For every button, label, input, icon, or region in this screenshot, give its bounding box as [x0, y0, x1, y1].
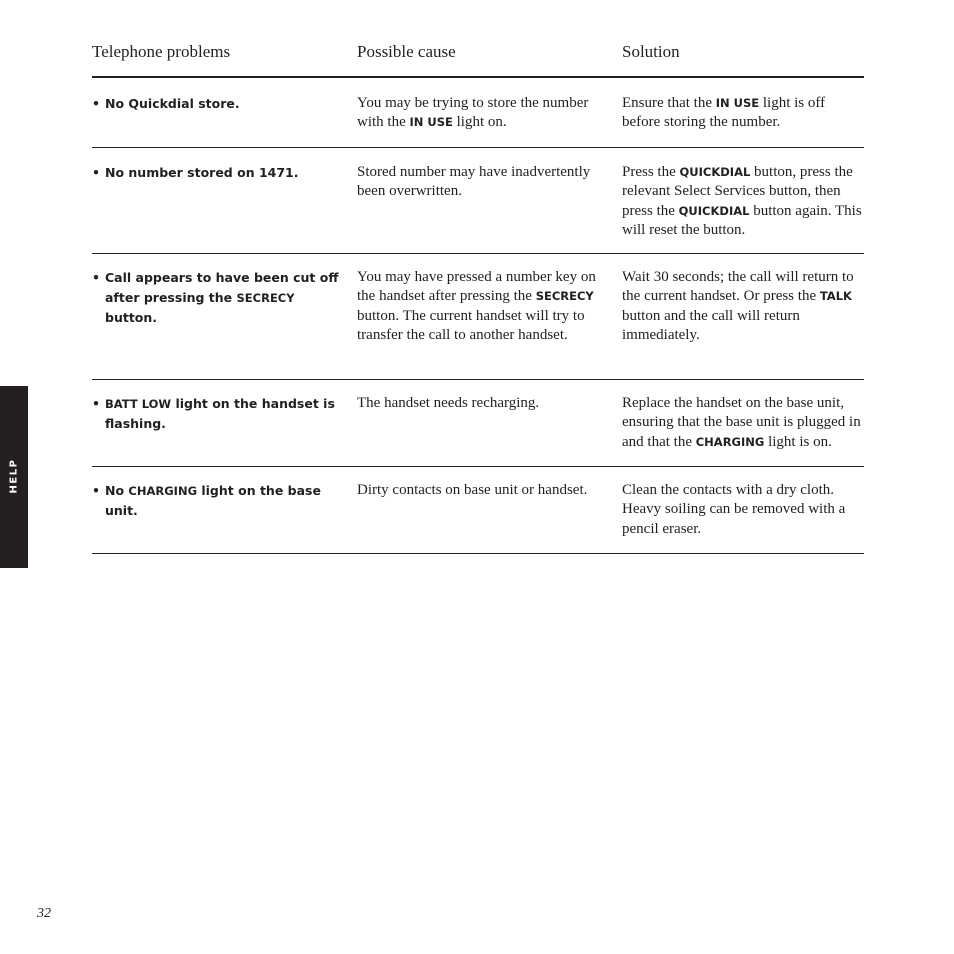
table-row	[92, 254, 864, 380]
solution-cell-text	[622, 481, 864, 539]
text-segment: light on the handset is flashing.	[105, 396, 335, 431]
text-segment: button and the call will return immediately.	[622, 307, 800, 344]
label-name: IN USE	[715, 96, 760, 110]
problem-text	[105, 481, 342, 521]
solution-cell-text	[622, 268, 864, 346]
text-segment: button, press the relevant Select Services button, then press the	[622, 164, 853, 219]
solution-cell	[622, 268, 864, 346]
problem-cell	[92, 268, 342, 328]
text-segment: You may be trying to store the number with the	[357, 95, 589, 131]
problem-item	[92, 394, 342, 434]
text-segment: light is off before storing the number.	[622, 95, 826, 131]
label-name: SECRECY	[535, 289, 594, 304]
table-row	[92, 78, 864, 148]
text-segment: Replace the handset on the base unit, ensuring that the base unit is plugged in and that the	[622, 395, 861, 450]
problem-text	[105, 163, 299, 183]
label-name: SECRECY	[236, 291, 295, 305]
bullet-icon: •	[92, 96, 100, 111]
cause-cell-text	[357, 481, 602, 500]
table-row	[92, 148, 864, 254]
text-segment: Ensure that the	[622, 95, 716, 111]
side-tab-label: HELP	[8, 458, 20, 494]
text-segment: light is on.	[764, 433, 832, 450]
cause-cell	[357, 481, 602, 500]
label-name: QUICKDIAL	[678, 203, 750, 218]
header-cause: Possible cause	[357, 42, 456, 61]
text-segment: Call appears to have been cut off after pressing the	[105, 270, 339, 305]
text-segment: Stored number may have inadvertently been overwritten.	[357, 164, 591, 200]
page-number: 32	[37, 906, 51, 921]
label-name: CHARGING	[695, 434, 765, 449]
table-row	[92, 467, 864, 554]
text-segment: No Quickdial store.	[105, 96, 240, 111]
solution-cell-text	[622, 394, 864, 452]
text-segment: light on the base unit.	[105, 483, 321, 518]
problem-cell	[92, 94, 342, 114]
text-segment: light on.	[452, 114, 507, 131]
text-segment: You may have pressed a number key on the handset after pressing the	[357, 269, 596, 305]
solution-cell-text	[622, 94, 864, 133]
cause-cell	[357, 268, 602, 346]
problem-text	[105, 268, 342, 328]
label-name: BATT LOW	[105, 397, 172, 411]
problem-cell	[92, 394, 342, 434]
solution-cell	[622, 94, 864, 133]
text-segment: The handset needs recharging.	[357, 395, 540, 411]
problem-text	[105, 94, 240, 114]
problem-cell	[92, 481, 342, 521]
cause-cell-text	[357, 394, 602, 413]
text-segment: No number stored on 1471.	[105, 165, 299, 180]
text-segment: button.	[105, 310, 158, 325]
text-segment: Wait 30 seconds; the call will return to the current handset. Or press the	[622, 269, 854, 305]
label-name: TALK	[819, 289, 852, 304]
cause-cell-text	[357, 268, 602, 346]
problem-cell	[92, 163, 342, 183]
table-header	[92, 40, 864, 78]
table-body	[92, 78, 864, 554]
cause-cell-text	[357, 163, 602, 202]
bullet-icon: •	[92, 396, 100, 411]
solution-cell-text	[622, 163, 864, 241]
bullet-icon: •	[92, 165, 100, 180]
text-segment: No	[105, 483, 129, 498]
text-segment: button. The current handset will try to transfer the call to another handset.	[357, 307, 585, 344]
problem-item	[92, 94, 342, 114]
cause-cell-text	[357, 94, 602, 133]
text-segment: button again. This will reset the button.	[622, 202, 862, 239]
problem-item	[92, 481, 342, 521]
problem-text	[105, 394, 342, 434]
text-segment: Press the	[622, 164, 680, 180]
label-name: IN USE	[409, 115, 453, 130]
problem-item	[92, 268, 342, 328]
label-name: CHARGING	[128, 484, 198, 498]
text-segment: Dirty contacts on base unit or handset.	[357, 482, 588, 498]
label-name: QUICKDIAL	[679, 165, 751, 179]
troubleshooting-table	[92, 40, 864, 554]
text-segment: Clean the contacts with a dry cloth. Heavy soiling can be removed with a pencil eraser.	[622, 482, 846, 537]
problem-item	[92, 163, 342, 183]
table-row	[92, 380, 864, 467]
solution-cell	[622, 394, 864, 452]
bullet-icon: •	[92, 483, 100, 498]
cause-cell	[357, 94, 602, 133]
cause-cell	[357, 163, 602, 202]
cause-cell	[357, 394, 602, 413]
header-problems: Telephone problems	[92, 42, 231, 61]
solution-cell	[622, 481, 864, 539]
bullet-icon: •	[92, 270, 100, 285]
header-solution: Solution	[622, 42, 680, 61]
solution-cell	[622, 163, 864, 241]
